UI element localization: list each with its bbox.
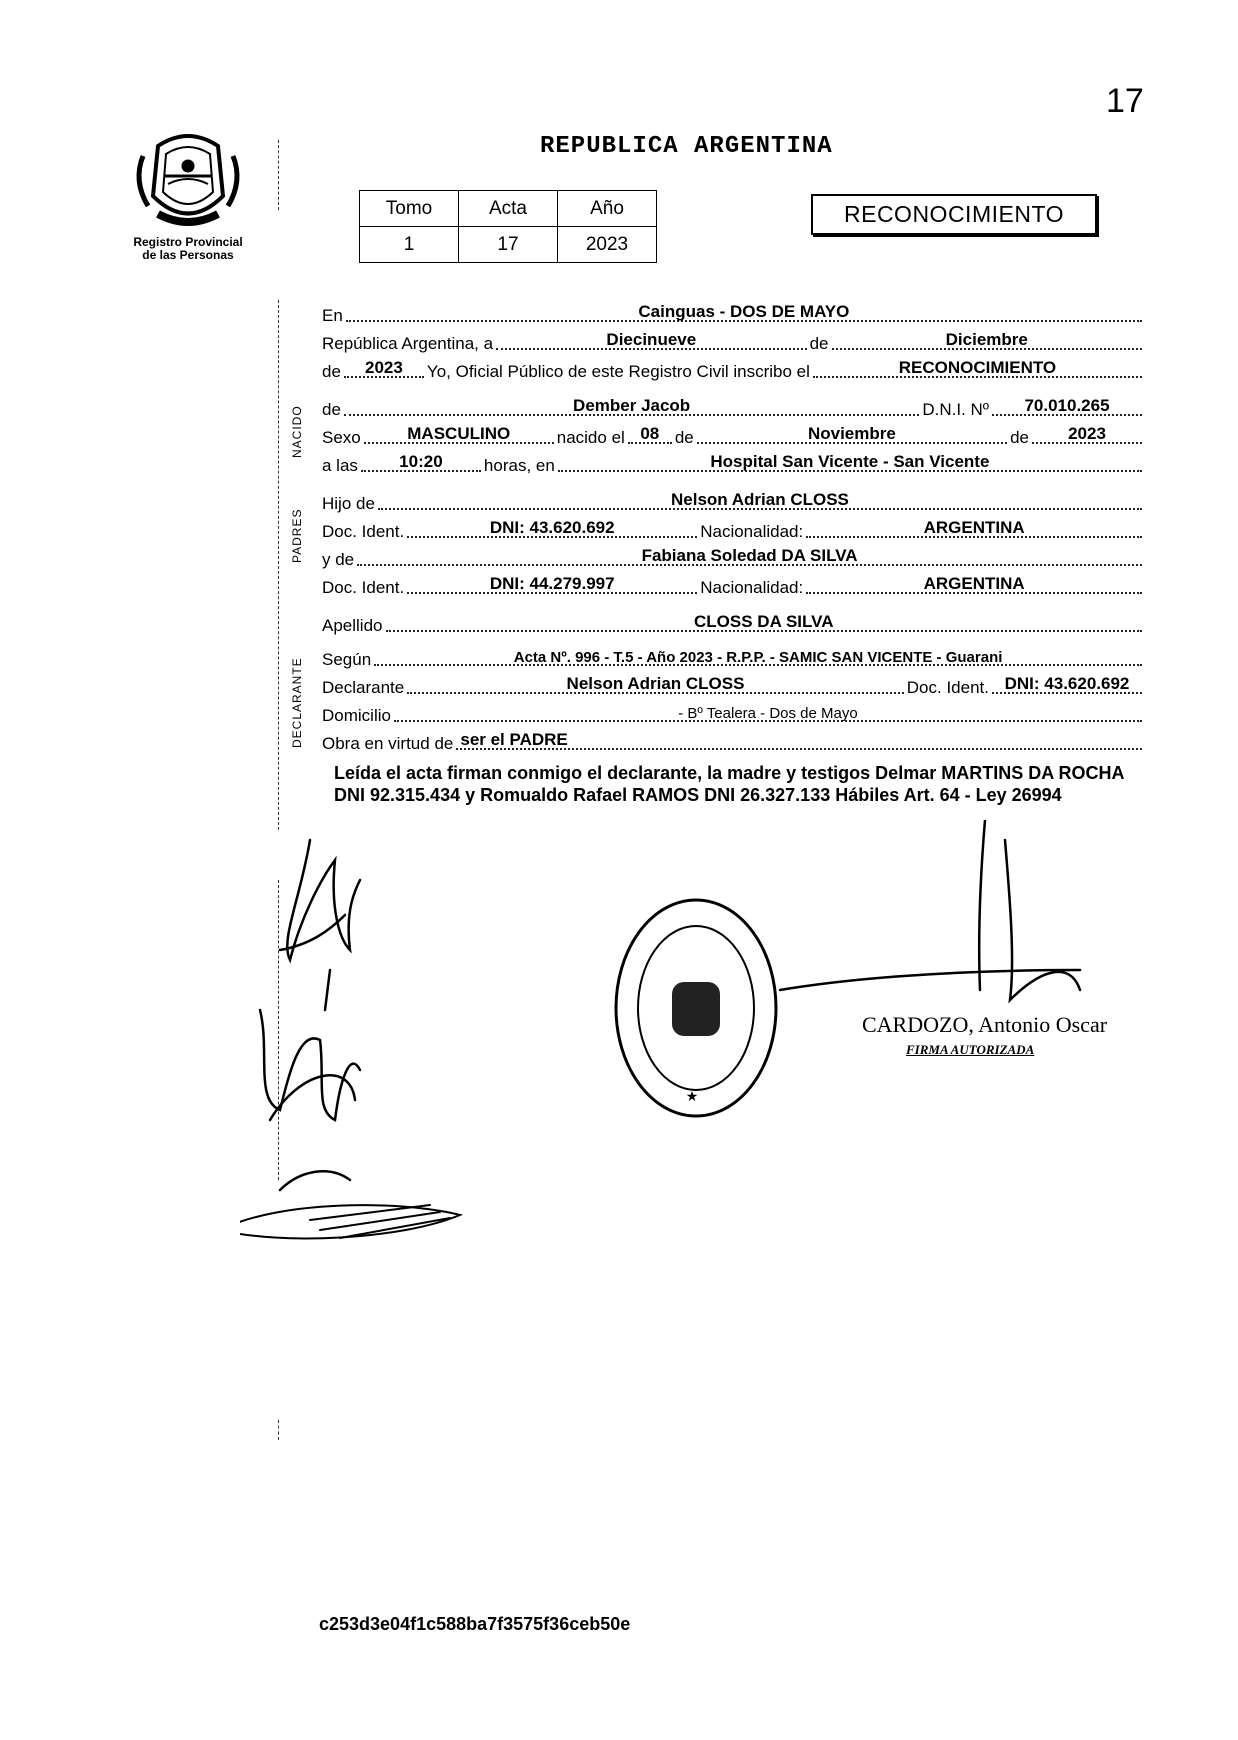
born-label: nacido el — [556, 428, 625, 447]
reference-table — [359, 190, 657, 263]
reference-header-row — [360, 191, 657, 227]
son-of-label: Hijo de — [322, 494, 375, 513]
place-value: Cainguas - DOS DE MAYO — [638, 302, 850, 321]
form-row-year — [322, 358, 1145, 382]
margin-line — [278, 300, 279, 830]
father-nationality: ARGENTINA — [923, 518, 1025, 537]
page-number: 17 — [1106, 82, 1144, 120]
form-row-mother-doc — [322, 574, 1145, 598]
registry-caption-line1: Registro Provincial — [133, 235, 243, 249]
registry-caption — [118, 236, 258, 262]
form-row-father — [322, 490, 1145, 514]
document-hash: c253d3e04f1c588ba7f3575f36ceb50e — [319, 1614, 631, 1634]
mother-nationality-label: Nacionalidad: — [700, 578, 804, 597]
according-label: Según — [322, 650, 372, 669]
birth-month-label: de — [674, 428, 694, 447]
reference-value-year: 2023 — [558, 227, 657, 263]
time-value: 10:20 — [399, 452, 443, 471]
form-row-surname — [322, 612, 1145, 636]
form-row-mother — [322, 546, 1145, 570]
declarant-name: Nelson Adrian CLOSS — [566, 674, 745, 693]
month-value: Diciembre — [945, 330, 1028, 349]
birth-year-label: de — [1010, 428, 1029, 447]
address-label: Domicilio — [322, 706, 391, 725]
country-title: REPUBLICA ARGENTINA — [540, 133, 833, 160]
official-stamp — [612, 896, 780, 1120]
margin-line — [278, 1420, 279, 1440]
sex-label: Sexo — [322, 428, 361, 447]
reference-value-row — [360, 227, 657, 263]
official-role: FIRMA AUTORIZADA — [906, 1042, 1035, 1057]
address-value: - Bº Tealera - Dos de Mayo — [678, 705, 858, 722]
time-label: a las — [322, 456, 358, 475]
form-row-child — [322, 396, 1145, 420]
sex-value: MASCULINO — [407, 424, 511, 443]
dni-label: D.N.I. Nº — [922, 400, 989, 419]
child-name: Dember Jacob — [573, 396, 691, 415]
officer-text: Yo, Oficial Público de este Registro Civil inscribo el — [426, 362, 810, 381]
official-name: CARDOZO, Antonio Oscar — [862, 1012, 1108, 1037]
form-row-father-doc — [322, 518, 1145, 542]
form-row-date — [322, 330, 1145, 354]
day-value: Diecinueve — [606, 330, 697, 349]
father-name: Nelson Adrian CLOSS — [671, 490, 849, 509]
and-of-label: y de — [322, 550, 355, 569]
birth-year: 2023 — [1068, 424, 1106, 443]
form-row-time — [322, 452, 1145, 476]
month-label: de — [809, 334, 829, 353]
father-doc: DNI: 43.620.692 — [489, 518, 615, 537]
form-row-according — [322, 646, 1145, 670]
acts-by-value: ser el PADRE — [460, 730, 568, 749]
father-doc-label: Doc. Ident. — [322, 522, 405, 541]
section-label-parents: PADRES — [290, 508, 304, 563]
reference-value-acta: 17 — [459, 227, 558, 263]
surname-value: CLOSS DA SILVA — [694, 612, 834, 631]
margin-line — [278, 140, 279, 210]
birth-day: 08 — [640, 424, 660, 443]
child-dni: 70.010.265 — [1024, 396, 1110, 415]
hours-label: horas, en — [483, 456, 555, 475]
section-label-born: NACIDO — [290, 405, 304, 458]
form-row-place — [322, 302, 1145, 326]
date-label: República Argentina, a — [322, 334, 494, 353]
reference-value-tomo: 1 — [360, 227, 459, 263]
father-nationality-label: Nacionalidad: — [700, 522, 804, 541]
declarant-doc: DNI: 43.620.692 — [1004, 674, 1130, 693]
registry-caption-line2: de las Personas — [142, 248, 234, 262]
act-type-value: RECONOCIMIENTO — [898, 358, 1057, 377]
form-row-address — [322, 702, 1145, 726]
form-row-acts-by — [322, 730, 1145, 754]
reference-header-year: Año — [558, 191, 657, 227]
place-label: En — [322, 306, 343, 325]
birth-place: Hospital San Vicente - San Vicente — [710, 452, 990, 471]
section-label-declarant: DECLARANTE — [290, 657, 304, 748]
declarant-label: Declarante — [322, 678, 405, 697]
mother-nationality: ARGENTINA — [923, 574, 1025, 593]
form-row-sex — [322, 424, 1145, 448]
closing-paragraph: Leída el acta firman conmigo el declarante, la madre y testigos Delmar MARTINS DA ROCHA DNI 92.315.434 y Romualdo Rafael RAMOS DNI 26.327.133 Hábiles Art. 64 - Ley 26994 — [334, 763, 1124, 805]
acts-by-label: Obra en virtud de — [322, 734, 454, 753]
according-value: Acta Nº. 996 - T.5 - Año 2023 - R.P.P. - SAMIC SAN VICENTE - Guarani — [513, 649, 1003, 666]
registry-logo — [128, 126, 248, 236]
year-label: de — [322, 362, 341, 381]
child-label: de — [322, 400, 341, 419]
year-value: 2023 — [365, 358, 403, 377]
mother-name: Fabiana Soledad DA SILVA — [641, 546, 858, 565]
document-type-box: RECONOCIMIENTO — [811, 194, 1097, 235]
mother-doc-label: Doc. Ident. — [322, 578, 405, 597]
reference-header-tomo: Tomo — [360, 191, 459, 227]
form-row-declarant — [322, 674, 1145, 698]
declarant-doc-label: Doc. Ident. — [906, 678, 989, 697]
birth-month: Noviembre — [807, 424, 896, 443]
svg-text:★: ★ — [685, 1088, 699, 1104]
reference-header-acta: Acta — [459, 191, 558, 227]
surname-label: Apellido — [322, 616, 383, 635]
mother-doc: DNI: 44.279.997 — [489, 574, 615, 593]
